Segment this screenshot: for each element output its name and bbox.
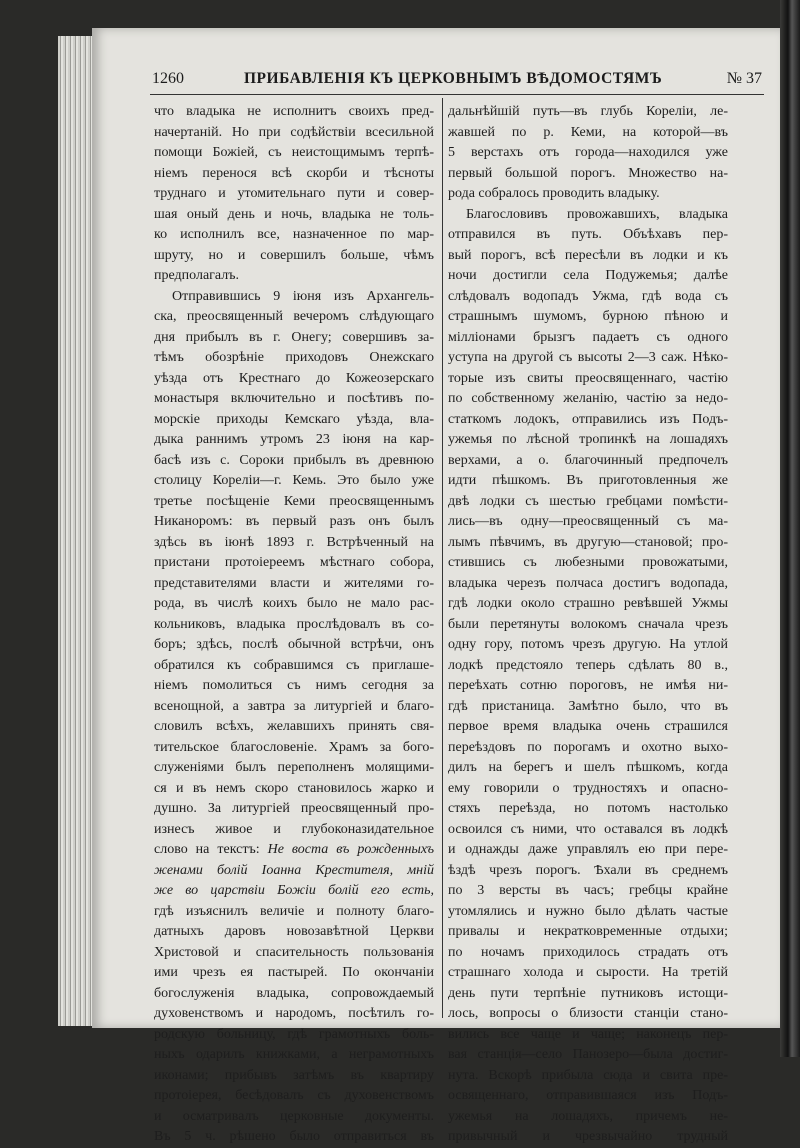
text-line [154,799,434,820]
page-header [152,70,762,96]
text-line [448,697,728,718]
line-text: ужемья по лѣсной тропинкѣ на лошадяхъ [448,432,728,447]
line-text: родскую больницу, гдѣ грамотныхъ боль- [154,1026,434,1042]
line-text: по собственному желанію, частію за недо- [448,391,728,406]
line-text: дальнѣйшій путь—въ глубь Кореліи, ле- [448,104,728,119]
text-line [154,102,434,123]
text-line [154,676,434,697]
text-line [154,430,434,451]
text-line [448,430,728,451]
line-text: Въ 5 ч. рѣшено было отправиться въ [154,1129,434,1144]
line-text: столицу Кореліи—г. Кемь. Это было уже [154,473,434,488]
line-text: гдѣ изъяснилъ величіе и полноту благо- [154,903,434,919]
right-column [448,102,728,1148]
text-line [154,492,434,513]
line-text: изнесъ живое и глубоконазидательное [154,821,434,837]
text-line [154,164,434,185]
text-line [448,164,728,185]
line-text: ко исполнилъ все, назначенное по мар- [154,227,434,242]
text-line [448,943,728,964]
line-text: гдѣ пристаница. Замѣтно было, что въ [448,698,728,714]
text-line [448,205,728,226]
text-line [154,615,434,636]
text-line [448,389,728,410]
text-line [154,143,434,164]
line-text: монастыря включительно и посѣтивъ по- [154,391,434,406]
line-text: верхами, а о. благочинный предпочелъ [448,452,728,468]
text-line [448,184,728,205]
text-line [154,758,434,779]
text-line [448,656,728,677]
text-line [448,717,728,738]
text-line [448,1004,728,1025]
text-line [448,902,728,923]
text-line [154,1066,434,1087]
text-line [154,266,434,287]
text-line [448,738,728,759]
issue-number: № 37 [726,70,762,87]
line-text: слово на текстъ: [154,842,268,857]
line-text: страшнаго холода и сырости. На третій [448,965,728,980]
text-line [448,1107,728,1128]
text-line [154,1086,434,1107]
page-number: 1260 [152,70,184,87]
line-text: статкомъ лодокъ, отправились изъ Подъ- [448,411,728,427]
line-text: басѣ изъ с. Сороки прибылъ въ древнюю [154,452,434,468]
line-text: ныхъ одарилъ книжками, а неграмотныхъ [154,1047,434,1062]
text-line [154,246,434,267]
text-line [154,820,434,841]
line-text: мілліонами брызгъ падаетъ съ одного [448,329,728,345]
line-text: владыка черезъ полчаса достигъ водопада, [448,575,728,591]
line-text: стяхъ переѣзда, но потомъ настолько [448,801,728,816]
line-text: морскіе приходы Кемскаго уѣзда, вла- [154,411,434,427]
text-line [154,1107,434,1128]
line-text: по ночамъ приходилось страдать отъ [448,944,728,960]
text-line [448,492,728,513]
line-text: представителями власти и жителями го- [154,575,434,591]
line-text: 5 верстахъ отъ города—находился уже [448,145,728,160]
text-line [154,553,434,574]
text-line [154,328,434,349]
line-italic-text: Не воста въ рожденныхъ [267,842,434,857]
text-line [448,779,728,800]
line-text: переѣхать сотню пороговъ, не имѣя ни- [448,678,728,693]
line-text: помощи Божіей, съ неистощимымъ терпѣ- [154,145,434,160]
text-line [154,225,434,246]
text-line [448,840,728,861]
line-text: лось, вопросы о близости станціи стано- [448,1006,728,1021]
line-text: шая оный день и ночь, владыка не толь- [154,206,434,222]
text-line [448,348,728,369]
text-line [154,205,434,226]
text-line [154,451,434,472]
line-text: слѣдовалъ водопадъ Ужма, гдѣ вода съ [448,288,728,304]
line-text: здѣсь въ іюнѣ 1893 г. Встрѣченный на [154,534,434,550]
line-text: вый порогъ, всѣ пересѣли въ лодки и къ [448,247,728,263]
line-text: утомлялись и нужно было дѣлать частые [448,903,728,919]
line-text: первый большой порогъ. Множество на- [448,165,728,181]
line-text: Христовой и спасительность пользованія [154,944,434,960]
line-text: что владыка не исполнитъ своихъ пред- [154,104,434,119]
text-line [448,820,728,841]
text-line [154,738,434,759]
text-line [154,963,434,984]
line-text: тѣмъ обозрѣніе приходовъ Онежскаго [154,350,434,365]
text-line [154,922,434,943]
line-text: гдѣ лодки около страшно ревѣвшей Ужмы [448,596,728,611]
line-text: Благословивъ провожавшихъ, владыка [466,206,728,222]
text-line [154,1004,434,1025]
text-line [154,574,434,595]
text-line [448,451,728,472]
text-line [154,635,434,656]
text-line [448,1025,728,1046]
line-text: ночи достигли села Подужемья; далѣе [448,268,728,283]
line-text: привалы и некратковременные отдыхи; [448,924,728,939]
line-text: уѣзда отъ Крестнаго до Кожеозерскаго [154,370,434,386]
line-text: освященнаго, отправившаяся изъ Подъ- [448,1088,728,1103]
text-line [448,512,728,533]
line-text: дыка раннимъ утромъ 23 іюня на кар- [154,432,434,447]
text-line [154,348,434,369]
line-text: страшнымъ шумомъ, бурною пѣною и [448,309,728,324]
line-text: день пути терпѣніе путниковъ истощи- [448,985,728,1001]
line-text: по 3 версты въ часъ; гребцы крайне [448,883,728,898]
line-text: рода, въ числѣ коихъ было не мало рас- [154,596,434,611]
text-line [448,922,728,943]
header-rule [150,94,764,95]
text-line [154,307,434,328]
text-line [154,369,434,390]
line-text: ніемъ помолиться съ нимъ сегодня за [154,678,434,693]
column-divider [442,98,443,1018]
line-text: начертаній. Но при содѣйствіи всесильной [154,124,434,140]
line-text: ска, преосвященный вечеромъ слѣдующаго [154,309,434,324]
line-text: торые изъ свиты преосвященнаго, частію [448,370,728,386]
line-text: душно. За литургіей преосвященный про- [154,801,434,816]
text-line [154,861,434,882]
book-spine-edge [780,0,800,1057]
text-line [154,697,434,718]
text-line [154,594,434,615]
line-text: вая станція—село Панозеро—была достиг- [448,1047,728,1062]
line-text: рода собралось проводить владыку. [448,186,660,201]
text-line [448,369,728,390]
line-italic-text: женами болій Іоанна Крестителя, мній [154,862,434,878]
text-line [448,1045,728,1066]
text-line [154,184,434,205]
text-line [154,1127,434,1148]
line-text: ими чрезъ ея пастырей. По окончаніи [154,965,434,980]
line-text: дилъ на берегъ и шелъ пѣшкомъ, когда [448,760,728,775]
text-line [154,471,434,492]
text-line [154,840,434,861]
text-line [448,143,728,164]
text-line [448,881,728,902]
line-text: тительское благословеніе. Храмъ за бого- [154,739,434,755]
line-text: привычный и чрезвычайно трудный [448,1129,728,1144]
line-text: были перетянуты волокомъ сначала чрезъ [448,616,728,632]
line-text: ужемья на лошадяхъ, причемъ не- [448,1108,728,1124]
text-line [448,307,728,328]
text-line [448,799,728,820]
text-line [154,512,434,533]
line-text: шруту, но и совершилъ больше, чѣмъ [154,247,434,263]
line-text: духовенствомъ и народомъ, посѣтилъ го- [154,1006,434,1021]
line-text: двѣ лодки съ шестью гребцами помѣсти- [448,493,728,509]
line-text: Отправившись 9 іюня изъ Архангель- [172,288,434,304]
line-text: ему говорили о трудностяхъ и опасно- [448,780,728,796]
line-text: вились все чаще и чаще; наконецъ пер- [448,1026,728,1042]
line-text: идти пѣшкомъ. Въ приготовленныя же [448,473,728,488]
line-text: освоился съ ними, что оставался въ лодкѣ [448,821,728,837]
text-line [448,246,728,267]
book-page [92,28,780,1144]
text-line [448,984,728,1005]
text-line [448,676,728,697]
text-line [154,389,434,410]
line-text: ся и въ немъ скоро становилось жарко и [154,780,434,796]
text-line [448,410,728,431]
text-line [154,287,434,308]
line-text: обратился къ собравшимся съ приглаше- [154,657,434,673]
text-line [448,266,728,287]
line-text: ѣздѣ чрезъ порогъ. Ѣхали въ среднемъ [448,862,728,878]
line-text: боръ; здѣсь, послѣ обычной встрѣчи, онъ [154,637,434,652]
line-text: кольниковъ, владыка прослѣдовалъ въ со- [154,616,434,632]
line-text: пристани протоіереемъ мѣстнаго собора, [154,555,434,570]
text-line [448,861,728,882]
line-text: протоіерея, бесѣдовалъ съ духовенствомъ [154,1088,434,1103]
text-line [448,1086,728,1107]
line-text: третье посѣщеніе Кеми преосвященнымъ [154,493,434,509]
text-line [448,471,728,492]
text-line [154,881,434,902]
text-line [154,779,434,800]
text-line [448,533,728,554]
text-line [448,102,728,123]
line-text: датныхъ даровъ новозавѣтной Церкви [154,924,434,939]
text-line [154,123,434,144]
line-text: лись—въ одну—преосвященный съ ма- [448,514,728,529]
line-text: Никаноромъ: въ первый разъ онъ былъ [154,514,434,529]
line-text: лымъ пѣвчимъ, въ другую—становой; про- [448,534,728,550]
line-text: уступа на другой съ высоты 2—3 саж. Нѣко- [448,350,728,365]
text-line [448,225,728,246]
line-text: служеніями былъ переполненъ молящими- [154,760,434,775]
running-title: ПРИБАВЛЕНІЯ КЪ ЦЕРКОВНЫМЪ ВѢДОМОСТЯМЪ [244,70,663,87]
text-line [448,328,728,349]
line-text: дня прибылъ въ г. Онегу; совершивъ за- [154,329,434,345]
text-line [448,594,728,615]
text-line [448,1127,728,1148]
line-text: ніемъ перенося всѣ скорби и тѣсноты [154,165,434,181]
text-line [448,574,728,595]
line-text: и осматривалъ церковные документы. [154,1108,434,1124]
text-line [154,902,434,923]
line-italic-text: же во царствіи Божіи болій его есть, [154,883,434,898]
text-line [448,287,728,308]
line-text: словилъ всѣхъ, желавшихъ принять свя- [154,719,434,734]
text-line [154,943,434,964]
text-line [448,123,728,144]
line-text: лодкѣ предстояло теперь сдѣлать 80 в., [448,657,728,673]
line-text: отправился въ путь. Объѣхавъ пер- [448,227,728,242]
text-line [448,758,728,779]
line-text: богослуженія владыка, сопровождаемый [154,985,434,1001]
line-text: и однажды даже управлялъ ею при пере- [448,842,728,857]
text-line [448,635,728,656]
line-text: нута. Вскорѣ прибыла сюда и свита пре- [448,1067,728,1083]
line-text: стившись съ любезными провожатыми, [448,555,728,570]
line-text: первое время владыка очень страшился [448,719,728,734]
text-line [448,1066,728,1087]
text-line [154,410,434,431]
text-line [154,984,434,1005]
text-line [154,656,434,677]
text-line [154,717,434,738]
text-line [448,553,728,574]
left-column [154,102,434,1148]
text-line [448,615,728,636]
text-line [154,1025,434,1046]
line-text: труднаго и утомительнаго пути и совер- [154,186,434,201]
line-text: жавшей по р. Кеми, на которой—въ [448,124,728,140]
line-text: одну гору, потомъ чрезъ другую. На утлой [448,637,728,652]
text-line [154,533,434,554]
text-line [448,963,728,984]
line-text: предполагалъ. [154,268,239,283]
line-text: переѣздовъ по порогамъ и охотно выхо- [448,739,728,755]
line-text: иконами; прибывъ затѣмъ въ квартиру [154,1067,434,1083]
line-text: всенощной, а завтра за литургіей и благо- [154,698,434,714]
text-line [154,1045,434,1066]
